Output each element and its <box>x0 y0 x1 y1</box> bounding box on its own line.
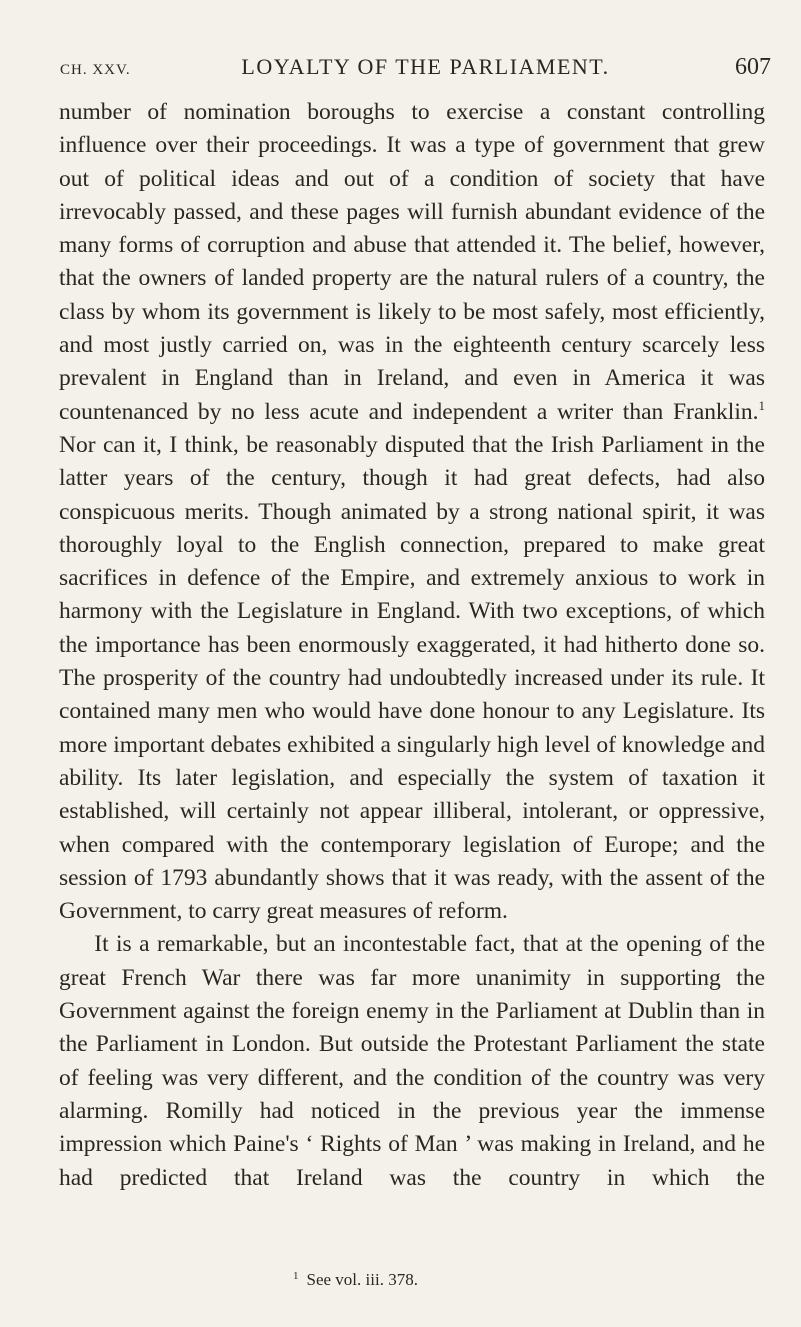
chapter-label: CH. XXV. <box>60 62 131 78</box>
paragraph <box>59 928 765 1194</box>
running-head <box>60 54 771 84</box>
body-text <box>59 96 765 1195</box>
page-number: 607 <box>735 54 771 80</box>
footnote-mark: 1 <box>293 1270 299 1282</box>
paragraph-text: number of nomination boroughs to exercise a constant controlling influence over their proceedings. It was a type of government that grew out of political ideas and out of a condition of society that have irrevocably passed, and these pages will furnish abundant evidence of the many forms of corruption and abuse that attended it. The belief, however, that the owners of landed property are the natural rulers of a country, the class by whom its government is likely to be most safely, most efficiently, and most justly carried on, was in the eighteenth century scarcely less prevalent in England than in Ireland, and even in America it was countenanced by no less acute and independent a writer than Franklin. <box>59 99 765 425</box>
paragraph-text: It is a remarkable, but an incontestable fact, that at the opening of the great French War there was far more unanimity in supporting the Government against the foreign enemy in the Parliament at Dublin than in the Parliament in London. But outside the Protestant Parliament the state of feeling was very different, and the condition of the country was very alarming. Romilly had noticed in the previous year the immense impression which Paine's ‘ Rights of Man ’ was making in Ireland, and he had predicted that Ireland was the country in which the <box>59 931 765 1191</box>
footnote <box>293 1270 418 1290</box>
paragraph <box>59 96 765 928</box>
page-title: LOYALTY OF THE PARLIAMENT. <box>241 54 610 79</box>
footnote-text: See vol. iii. 378. <box>306 1270 418 1289</box>
footnote-reference[interactable]: 1 <box>758 397 765 413</box>
paragraph-text-continued: Nor can it, I think, be reasonably disputed that the Irish Parliament in the latter years of the century, though it had great defects, had also conspicuous merits. Though animated by a strong national spirit, it was thoroughly loyal to the English connection, prepared to make great sacrifices in defence of the Empire, and extremely anxious to work in harmony with the Legislature in England. With two exceptions, of which the importance has been enormously exaggerated, it had hitherto done so. The prosperity of the country had undoubtedly increased under its rule. It contained many men who would have done honour to any Legislature. Its more important debates exhibited a singularly high level of knowledge and ability. Its later legislation, and especially the system of taxation it established, will certainly not appear illiberal, intolerant, or oppressive, when compared with the contemporary legislation of Europe; and the session of 1793 abundantly shows that it was ready, with the assent of the Government, to carry great measures of reform. <box>59 431 765 925</box>
